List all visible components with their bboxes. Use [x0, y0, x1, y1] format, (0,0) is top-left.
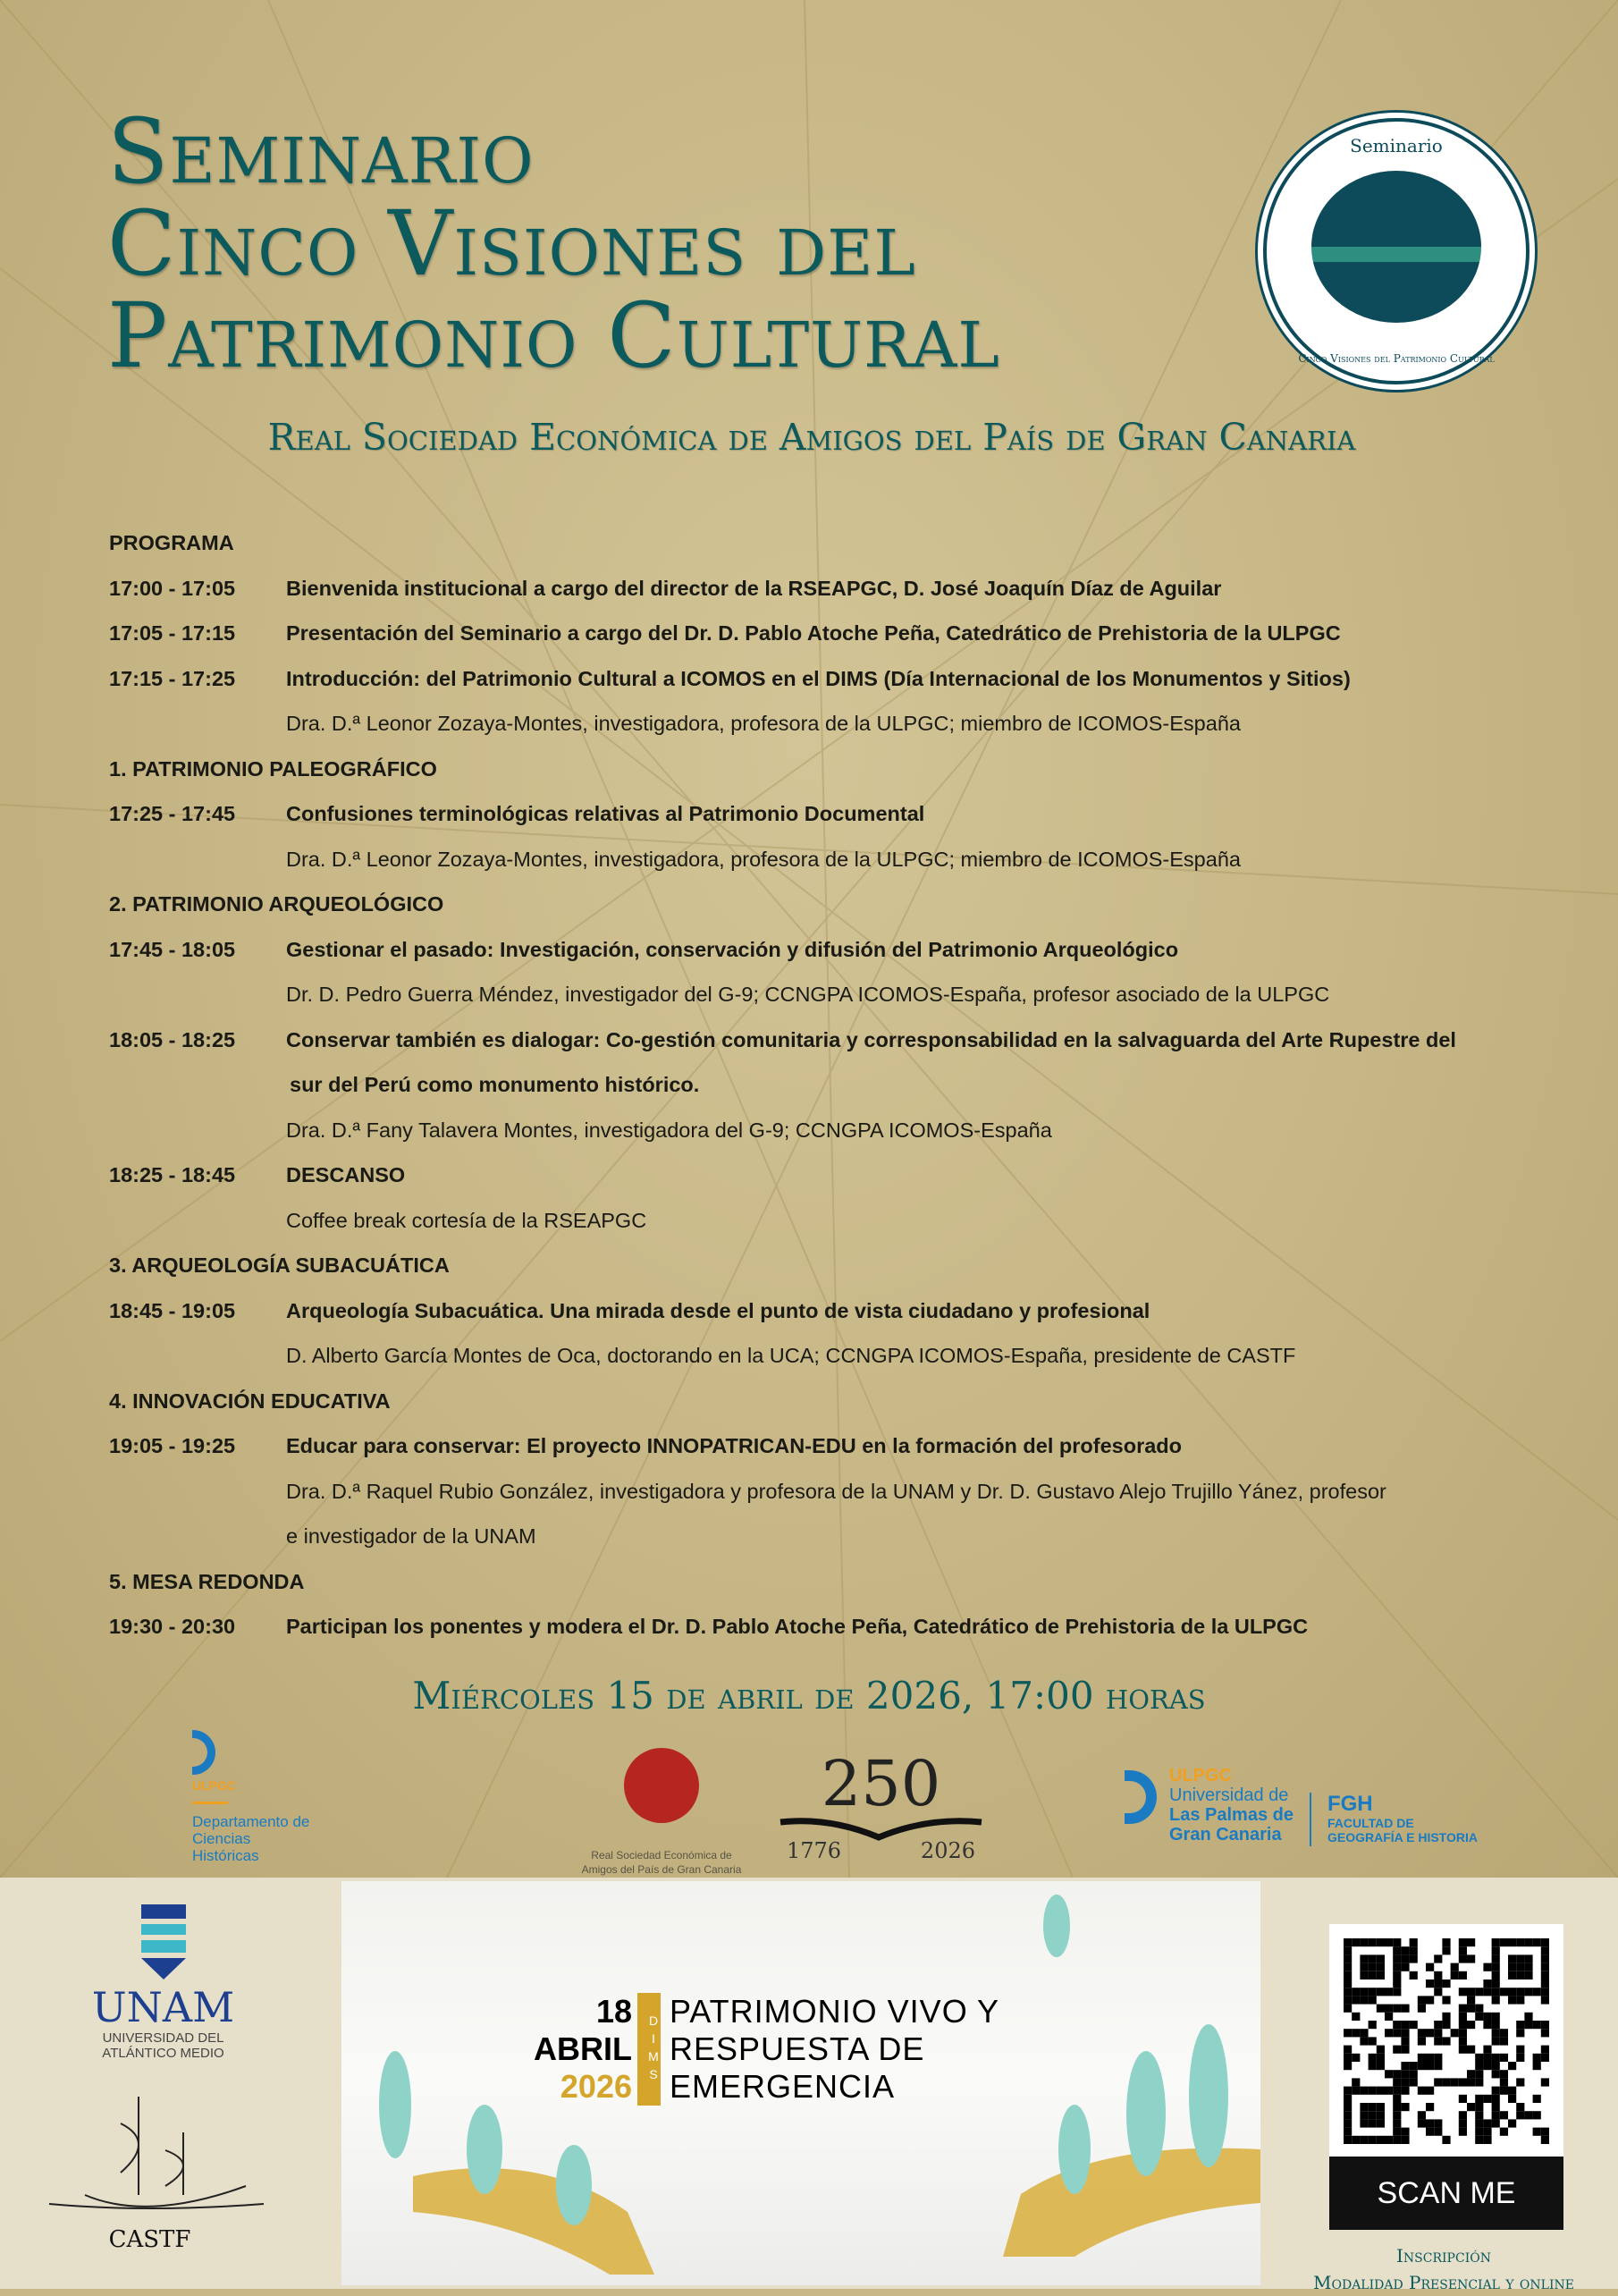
program-text: sur del Perú como monumento histórico.: [290, 1073, 700, 1096]
program-item: [109, 927, 1539, 973]
program-time: [109, 701, 286, 747]
program-text: Participan los ponentes y modera el Dr. D. Pablo Atoche Peña, Catedrático de Prehistoria de la ULPGC: [286, 1615, 1309, 1638]
title-line: Seminario: [107, 99, 535, 204]
program-section-heading: [109, 1559, 1539, 1605]
program-item: [109, 1423, 1539, 1469]
banner-title: PATRIMONIO VIVO Y: [670, 1993, 1000, 2030]
rseapgc-logo: [568, 1748, 755, 1877]
event-date: Miércoles 15 de abril de 2026, 17:00 horas: [412, 1674, 1206, 1718]
program-speaker-line: [109, 1198, 1539, 1244]
program-item: [109, 611, 1539, 656]
program-time: 19:30 - 20:30: [109, 1615, 236, 1638]
anniv-to: 2026: [920, 1838, 975, 1863]
ulpgc-fgh-logo: [1125, 1766, 1589, 1846]
ulpgc-wave-icon: [192, 1730, 215, 1775]
program-text: PROGRAMA: [109, 531, 234, 554]
rseapgc-name: Real Sociedad Económica de: [591, 1849, 732, 1861]
program-time: 17:45 - 18:05: [109, 937, 236, 961]
program-text: 3. ARQUEOLOGÍA SUBACUÁTICA: [109, 1254, 450, 1277]
ulpgc-name: Gran Canaria: [1169, 1825, 1282, 1844]
program-section-heading: [109, 520, 1539, 566]
banner-title: RESPUESTA DE: [670, 2030, 925, 2067]
ulpgc-name: Universidad de: [1169, 1785, 1289, 1805]
program-item: [109, 1604, 1539, 1650]
fgh-name: FACULTAD DE: [1327, 1816, 1414, 1830]
organizer-subtitle: Real Sociedad Económica de Amigos del País de Gran Canaria: [267, 416, 1356, 459]
qr-pattern: [1329, 1924, 1563, 2157]
dims-tag: DIMS: [637, 1993, 661, 2106]
wave-book-illustration: [1311, 171, 1481, 323]
program-item: [109, 1152, 1539, 1198]
unam-brand: UNAM: [91, 1983, 235, 2031]
program-item: [109, 791, 1539, 837]
ulpgc-label: ULPGC: [192, 1778, 236, 1793]
program-speaker-line: [109, 1333, 1539, 1379]
program-text: Educar para conservar: El proyecto INNOPATRICAN-EDU en la formación del profesorado: [286, 1434, 1183, 1457]
castf-label: CASTF: [108, 2226, 191, 2253]
program-text: Coffee break cortesía de la RSEAPGC: [286, 1208, 647, 1232]
registration-label: Inscripción: [1396, 2245, 1491, 2266]
rseapgc-name: Amigos del País de Gran Canaria: [581, 1863, 742, 1876]
program-time: 17:15 - 17:25: [109, 666, 236, 690]
program-time: 18:05 - 18:25: [109, 1027, 236, 1051]
program-time: [109, 1333, 286, 1379]
program-time: [109, 1469, 286, 1515]
program-time: [109, 1062, 286, 1108]
program-time: 18:45 - 19:05: [109, 1298, 236, 1322]
program-text: Presentación del Seminario a cargo del Dr. D. Pablo Atoche Peña, Catedrático de Prehistoria de la ULPGC: [286, 621, 1341, 645]
program-speaker-line: [109, 837, 1539, 882]
program-text: Gestionar el pasado: Investigación, conservación y difusión del Patrimonio Arqueológico: [286, 937, 1179, 961]
program-time: 17:05 - 17:15: [109, 621, 236, 645]
program-text: e investigador de la UNAM: [286, 1524, 536, 1548]
castf-logo: [31, 2088, 268, 2253]
banner-month: ABRIL: [534, 2030, 632, 2067]
program-time: [109, 1198, 286, 1244]
dims-title-block: [534, 1993, 999, 2106]
seminar-title: [107, 99, 1000, 388]
program-text: Bienvenida institucional a cargo del director de la RSEAPGC, D. José Joaquín Díaz de Aguilar: [286, 576, 1222, 600]
program-text: Arqueología Subacuática. Una mirada desde el punto de vista ciudadano y profesional: [286, 1298, 1150, 1322]
program-speaker-line: [109, 972, 1539, 1017]
scan-me-label: SCAN ME: [1329, 2157, 1563, 2230]
dept-name: Históricas: [192, 1847, 259, 1864]
program-text: 4. INNOVACIÓN EDUCATIVA: [109, 1389, 391, 1413]
program-list: [109, 520, 1539, 1650]
program-speaker-line: [109, 1469, 1539, 1515]
program-item: [109, 1017, 1539, 1063]
program-text: Dra. D.ª Leonor Zozaya-Montes, investigadora, profesora de la ULPGC; miembro de ICOMOS-España: [286, 712, 1241, 735]
program-section-heading: [109, 1243, 1539, 1288]
program-time: 19:05 - 19:25: [109, 1434, 236, 1457]
dept-historicas-logo: [192, 1730, 335, 1864]
program-time: [109, 837, 286, 882]
dept-name: Ciencias: [192, 1830, 251, 1847]
ulpgc-wave-icon: [1125, 1770, 1157, 1824]
dept-name: Departamento de: [192, 1813, 310, 1830]
program-text: Introducción: del Patrimonio Cultural a ICOMOS en el DIMS (Día Internacional de los Monumentos y Sitios): [286, 666, 1351, 690]
banner-title: EMERGENCIA: [670, 2068, 896, 2105]
program-section-heading: [109, 747, 1539, 792]
program-speaker-line: [109, 701, 1539, 747]
dims-banner: [341, 1881, 1260, 2285]
program-section-heading: [109, 1379, 1539, 1424]
unam-name: ATLÁNTICO MEDIO: [102, 2046, 224, 2061]
program-text: D. Alberto García Montes de Oca, doctorando en la UCA; CCNGPA ICOMOS-España, presidente de CASTF: [286, 1344, 1296, 1367]
program-text: 2. PATRIMONIO ARQUEOLÓGICO: [109, 892, 444, 916]
divider: [1310, 1793, 1311, 1846]
seal-top-text: Seminario: [1350, 135, 1443, 156]
program-time: 17:00 - 17:05: [109, 576, 236, 600]
anniv-number: 250: [821, 1747, 941, 1820]
program-text: Conservar también es dialogar: Co-gestión comunitaria y corresponsabilidad en la salvaguarda del Arte Rupestre del: [286, 1027, 1456, 1051]
unam-name: UNIVERSIDAD DEL: [102, 2030, 224, 2046]
program-item: [109, 656, 1539, 702]
program-speaker-line: [109, 1514, 1539, 1559]
seminar-seal-logo: [1263, 118, 1530, 384]
title-line: Cinco Visiones del: [107, 191, 916, 296]
rseapgc-crest-icon: [624, 1748, 699, 1823]
banner-day: 18: [595, 1993, 632, 2030]
program-text: 5. MESA REDONDA: [109, 1569, 305, 1593]
program-item: [109, 566, 1539, 612]
fgh-label: FGH: [1327, 1792, 1373, 1816]
registration-mode: Modalidad Presencial y online: [1313, 2272, 1574, 2293]
anniv-from: 1776: [787, 1838, 842, 1863]
registration-info: [1269, 2242, 1618, 2296]
program-item: [109, 1288, 1539, 1334]
program-time: 17:25 - 17:45: [109, 802, 236, 825]
divider: [192, 1802, 228, 1804]
ulpgc-name: Las Palmas de: [1169, 1805, 1294, 1825]
anniversary-250-logo: [776, 1747, 986, 1873]
unam-shield-icon: [137, 1904, 190, 1979]
program-text: Dra. D.ª Fany Talavera Montes, investigadora del G-9; CCNGPA ICOMOS-España: [286, 1118, 1052, 1142]
program-time: 18:25 - 18:45: [109, 1163, 236, 1186]
program-time: [109, 1514, 286, 1559]
fgh-name: GEOGRAFÍA E HISTORIA: [1327, 1830, 1478, 1844]
caravel-ship-icon: [31, 2088, 268, 2222]
program-text: Confusiones terminológicas relativas al Patrimonio Documental: [286, 802, 925, 825]
program-section-heading: [109, 882, 1539, 927]
program-time: [109, 972, 286, 1017]
title-line: Patrimonio Cultural: [107, 283, 1000, 388]
program-text: DESCANSO: [286, 1163, 406, 1186]
seal-bottom-text: Cinco Visiones del Patrimonio Cultural: [1298, 352, 1495, 365]
program-text: Dra. D.ª Raquel Rubio González, investigadora y profesora de la UNAM y Dr. D. Gustavo Alejo Trujillo Yánez, profesor: [286, 1479, 1386, 1503]
program-time: [109, 1108, 286, 1153]
ulpgc-label: ULPGC: [1169, 1766, 1232, 1785]
program-text: 1. PATRIMONIO PALEOGRÁFICO: [109, 756, 437, 781]
program-item: [109, 1062, 1539, 1108]
program-speaker-line: [109, 1108, 1539, 1153]
banner-year: 2026: [560, 2068, 632, 2105]
program-text: Dra. D.ª Leonor Zozaya-Montes, investigadora, profesora de la ULPGC; miembro de ICOMOS-España: [286, 847, 1241, 871]
program-text: Dr. D. Pedro Guerra Méndez, investigador del G-9; CCNGPA ICOMOS-España, profesor asociado de la ULPGC: [286, 983, 1330, 1006]
unam-logo: [85, 1904, 241, 2061]
